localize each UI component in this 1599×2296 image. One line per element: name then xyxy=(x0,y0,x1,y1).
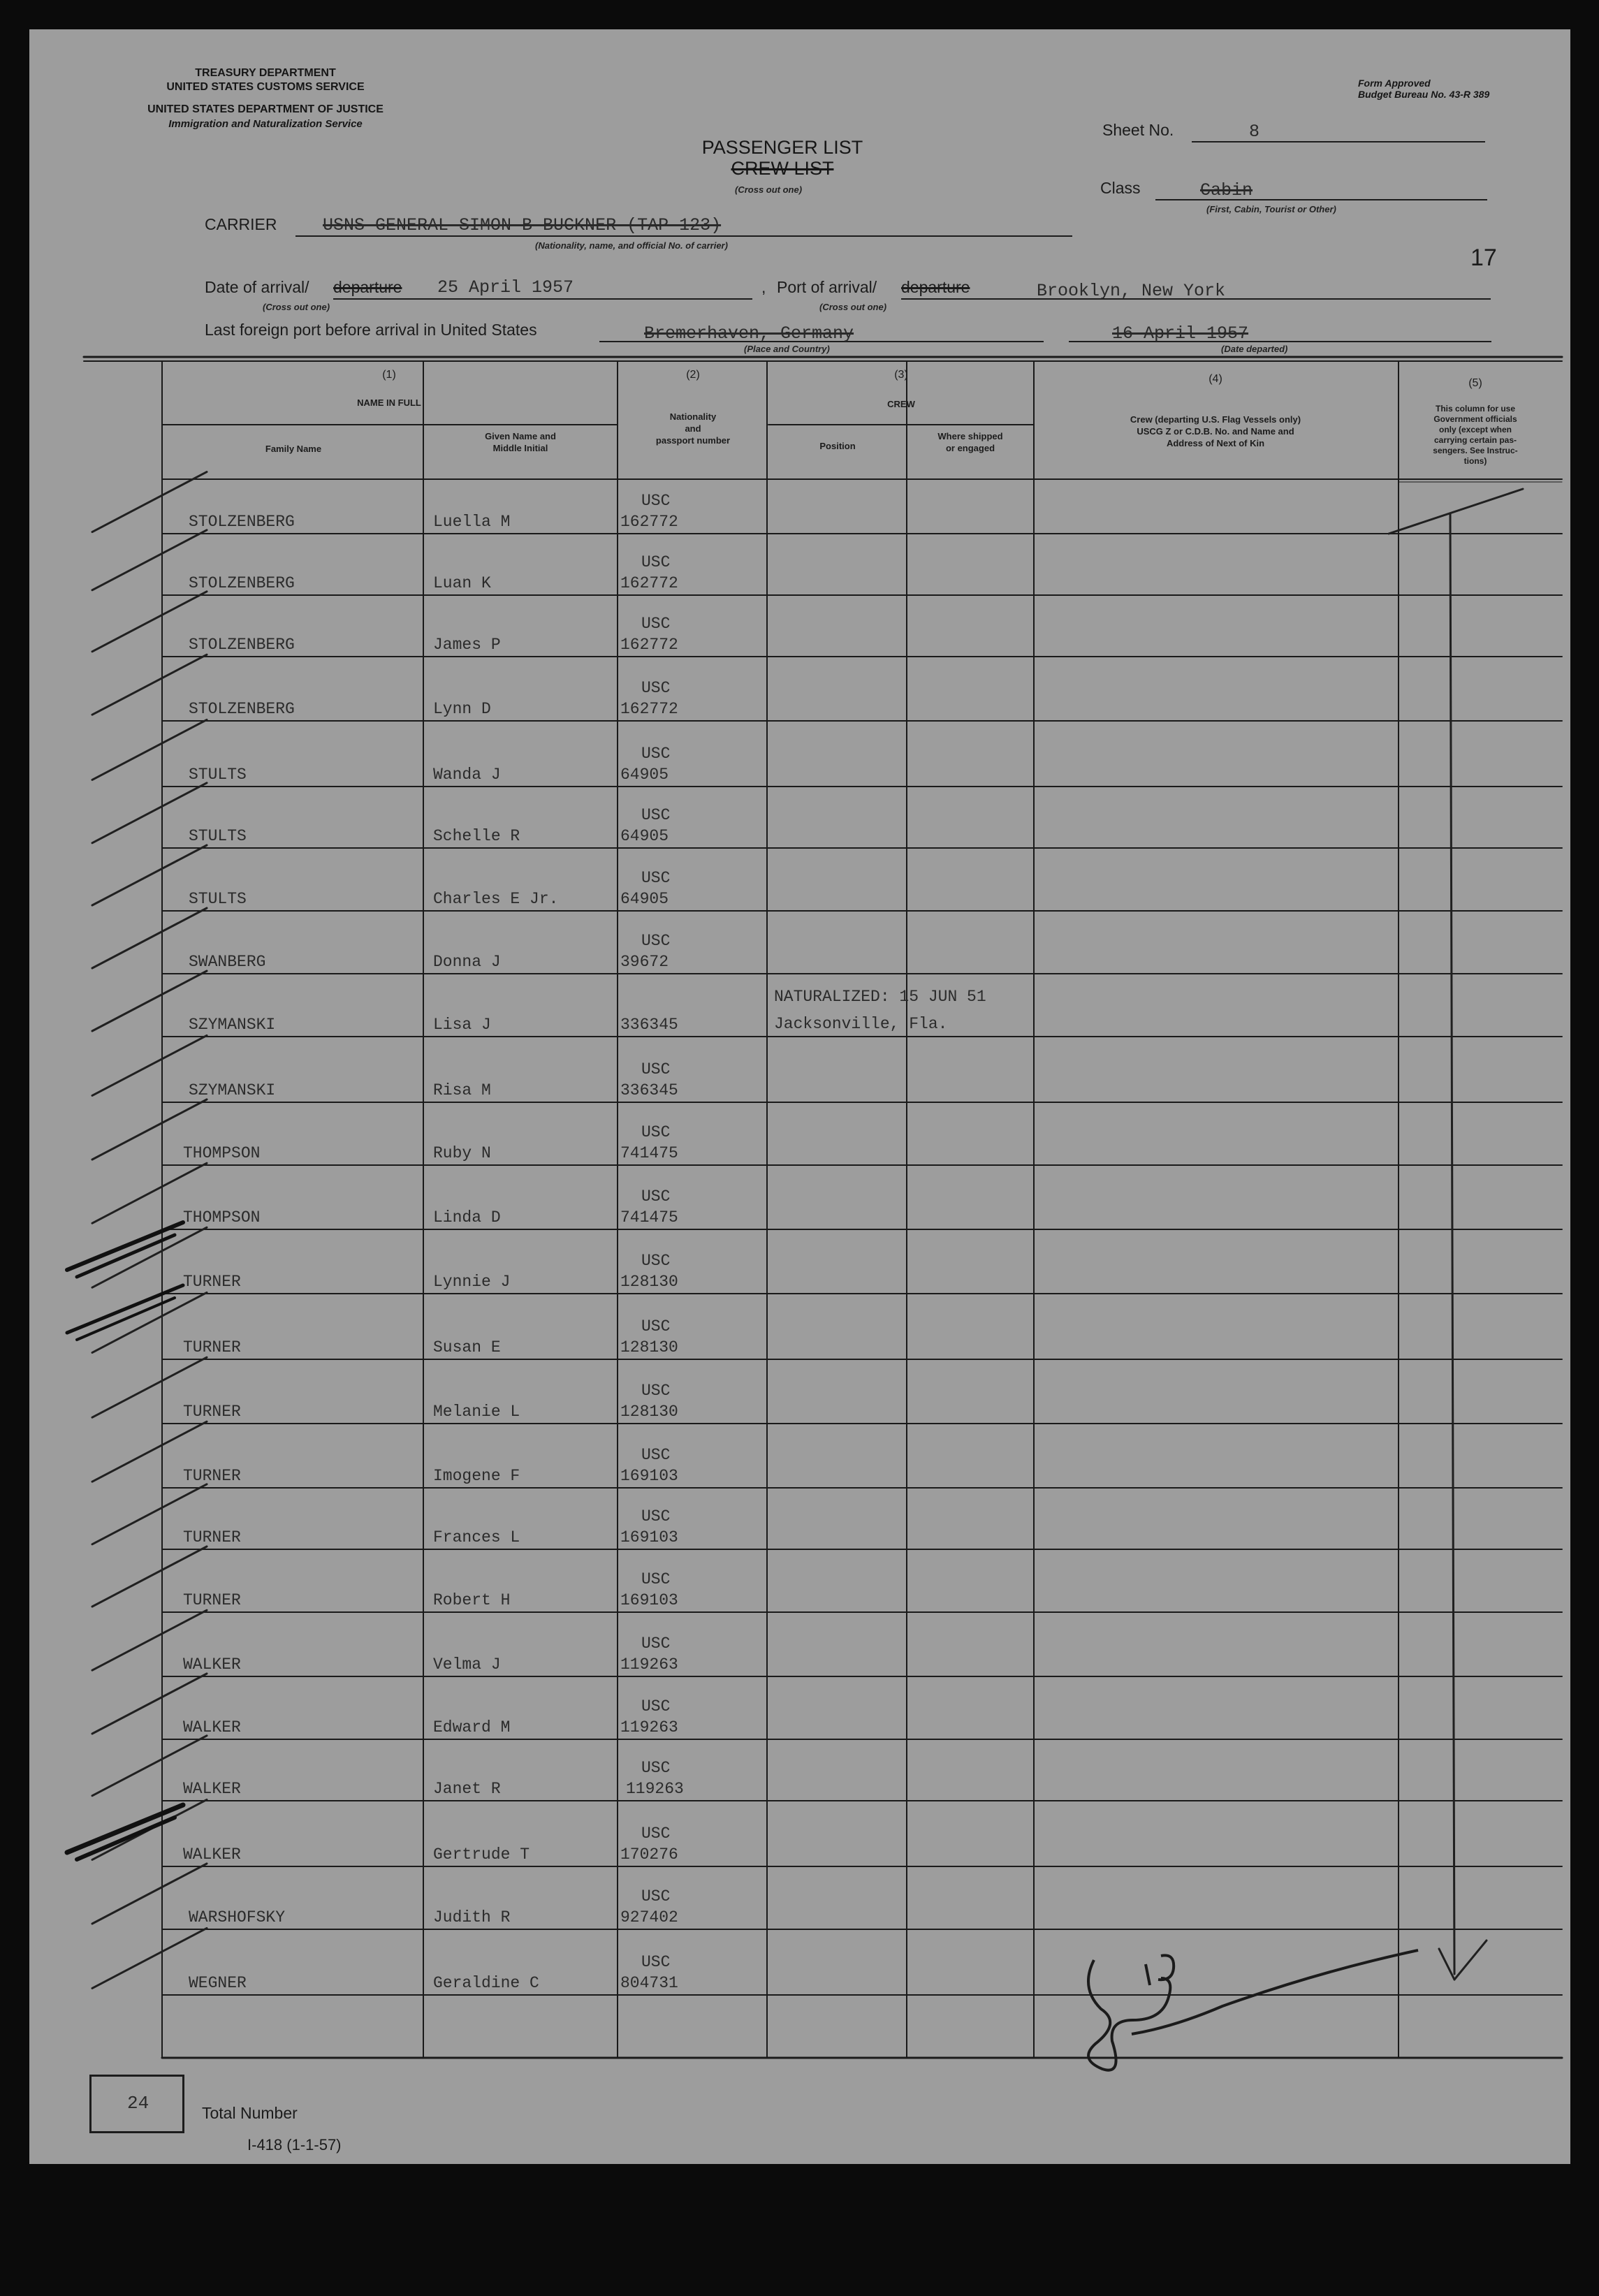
col-crew-note: Crew (departing U.S. Flag Vessels only) USCG Z or C.D.B. No. and Name and Address of Next of Kin xyxy=(1130,414,1301,448)
agency-line-1: TREASURY DEPARTMENT xyxy=(195,67,336,79)
check-mark-tick xyxy=(92,1736,207,1796)
check-mark-tick xyxy=(92,1292,207,1352)
nationality-cell: USC xyxy=(641,1382,671,1400)
check-mark-tick xyxy=(92,655,207,715)
naturalized-line-1: NATURALIZED: 15 JUN 51 xyxy=(774,988,986,1006)
nationality-cell: USC xyxy=(641,1887,671,1906)
form-approved-line-2: Budget Bureau No. 43-R 389 xyxy=(1358,89,1490,100)
form-id: I-418 (1-1-57) xyxy=(247,2136,342,2154)
family-name-cell: WALKER xyxy=(183,1718,241,1736)
given-name-cell: Ruby N xyxy=(433,1144,491,1162)
passport-number-cell: 119263 xyxy=(626,1780,684,1798)
nationality-cell: USC xyxy=(641,745,671,763)
arrival-struck: departure xyxy=(333,278,402,296)
last-port-value: Bremerhaven, Germany xyxy=(644,323,854,344)
passport-number-cell: 64905 xyxy=(620,827,669,845)
check-mark-tick xyxy=(92,1357,207,1417)
class-note: (First, Cabin, Tourist or Other) xyxy=(1206,204,1336,214)
col-1-number: (1) xyxy=(382,369,396,381)
carrier-note: (Nationality, name, and official No. of carrier) xyxy=(535,240,728,251)
check-mark-scribble xyxy=(77,1818,175,1859)
given-name-cell: Lisa J xyxy=(433,1016,491,1034)
given-name-cell: Wanda J xyxy=(433,766,501,784)
class-value: Cabin xyxy=(1200,180,1253,200)
total-value: 24 xyxy=(127,2093,149,2114)
col-1-title: NAME IN FULL xyxy=(357,397,421,408)
family-name-cell: WEGNER xyxy=(189,1974,247,1992)
col5-arrow-line xyxy=(1450,514,1454,1974)
nationality-cell: USC xyxy=(641,1825,671,1843)
passport-number-cell: 336345 xyxy=(620,1081,678,1099)
nationality-cell: USC xyxy=(641,1123,671,1141)
check-mark-tick xyxy=(92,592,207,652)
family-name-cell: STULTS xyxy=(189,766,247,784)
nationality-cell: USC xyxy=(641,1759,671,1777)
family-name-cell: SZYMANSKI xyxy=(189,1081,276,1099)
col-officials-note: This column for use Government officials only (except when carrying certain pas- sengers. See Instruc- tions) xyxy=(1433,404,1518,466)
col-given-name: Given Name and Middle Initial xyxy=(485,431,556,453)
check-mark-scribble xyxy=(77,1298,175,1340)
family-name-cell: TURNER xyxy=(183,1273,241,1291)
family-name-cell: TURNER xyxy=(183,1528,241,1546)
port-note: (Cross out one) xyxy=(819,302,887,312)
nationality-cell: USC xyxy=(641,615,671,633)
given-name-cell: Gertrude T xyxy=(433,1845,530,1864)
nationality-cell: USC xyxy=(641,1317,671,1336)
check-mark-tick xyxy=(92,1099,207,1160)
check-mark-tick xyxy=(92,1610,207,1670)
check-mark-tick xyxy=(92,1484,207,1544)
sheet-no-value: 8 xyxy=(1249,122,1260,142)
col-where-shipped: Where shipped or engaged xyxy=(937,431,1003,453)
passport-number-cell: 804731 xyxy=(620,1974,678,1992)
col5-tick xyxy=(1389,489,1523,534)
carrier-label: CARRIER xyxy=(205,215,277,233)
check-mark-tick xyxy=(92,1928,207,1988)
check-mark-tick xyxy=(92,1674,207,1734)
given-name-cell: Luan K xyxy=(433,574,491,592)
check-mark-tick xyxy=(92,719,207,780)
passport-number-cell: 64905 xyxy=(620,766,669,784)
family-name-cell: STULTS xyxy=(189,827,247,845)
passport-number-cell: 162772 xyxy=(620,574,678,592)
check-mark-tick xyxy=(92,472,207,532)
nationality-cell: USC xyxy=(641,1953,671,1971)
col-3-number: (3) xyxy=(894,369,908,381)
page-number: 17 xyxy=(1470,244,1497,271)
passport-number-cell: 169103 xyxy=(620,1467,678,1485)
title-note: (Cross out one) xyxy=(735,184,803,195)
form-approved-line-1: Form Approved xyxy=(1358,78,1431,89)
family-name-cell: WALKER xyxy=(183,1845,241,1864)
given-name-cell: James P xyxy=(433,636,501,654)
col-position: Position xyxy=(819,441,856,451)
col-2-number: (2) xyxy=(686,369,700,381)
col5-arrow-head xyxy=(1454,1940,1487,1980)
naturalized-line-2: Jacksonville, Fla. xyxy=(774,1015,948,1033)
sheet-no-label: Sheet No. xyxy=(1102,121,1174,139)
family-name-cell: THOMPSON xyxy=(183,1208,261,1227)
port-struck: departure xyxy=(901,278,970,296)
nationality-cell: USC xyxy=(641,553,671,571)
check-mark-tick xyxy=(92,1864,207,1924)
family-name-cell: STOLZENBERG xyxy=(189,700,295,718)
title-crew-list: CREW LIST xyxy=(731,158,834,179)
given-name-cell: Robert H xyxy=(433,1591,511,1609)
total-label: Total Number xyxy=(202,2104,298,2122)
given-name-cell: Schelle R xyxy=(433,827,520,845)
family-name-cell: WALKER xyxy=(183,1655,241,1674)
family-name-cell: SWANBERG xyxy=(189,953,266,971)
arrival-label: Date of arrival/ xyxy=(205,278,309,296)
passport-number-cell: 741475 xyxy=(620,1208,678,1227)
passport-number-cell: 128130 xyxy=(620,1273,678,1291)
title-passenger-list: PASSENGER LIST xyxy=(701,137,863,158)
given-name-cell: Velma J xyxy=(433,1655,501,1674)
class-label: Class xyxy=(1100,179,1141,197)
last-port-note: (Place and Country) xyxy=(744,344,830,354)
check-mark-tick xyxy=(92,783,207,843)
family-name-cell: TURNER xyxy=(183,1338,241,1357)
handwritten-signature xyxy=(1088,1950,1418,2070)
check-mark-scribble xyxy=(67,1805,183,1852)
given-name-cell: Lynnie J xyxy=(433,1273,511,1291)
passport-number-cell: 119263 xyxy=(620,1655,678,1674)
nationality-cell: USC xyxy=(641,932,671,950)
carrier-value: USNS GENERAL SIMON B BUCKNER (TAP-123) xyxy=(323,215,722,235)
passport-number-cell: 169103 xyxy=(620,1528,678,1546)
given-name-cell: Melanie L xyxy=(433,1403,520,1421)
col-nationality: Nationality and passport number xyxy=(655,411,731,446)
passport-number-cell: 119263 xyxy=(620,1718,678,1736)
given-name-cell: Frances L xyxy=(433,1528,520,1546)
family-name-cell: STOLZENBERG xyxy=(189,636,295,654)
arrival-date: 25 April 1957 xyxy=(437,277,574,298)
check-mark-tick xyxy=(92,530,207,590)
given-name-cell: Donna J xyxy=(433,953,501,971)
departed-note: (Date departed) xyxy=(1221,344,1288,354)
last-port-label: Last foreign port before arrival in United States xyxy=(205,321,537,339)
departed-value: 16 April 1957 xyxy=(1112,323,1249,344)
arrival-note: (Cross out one) xyxy=(263,302,330,312)
family-name-cell: WALKER xyxy=(183,1780,241,1798)
passport-number-cell: 741475 xyxy=(620,1144,678,1162)
passport-number-cell: 336345 xyxy=(620,1016,678,1034)
given-name-cell: Risa M xyxy=(433,1081,491,1099)
given-name-cell: Edward M xyxy=(433,1718,511,1736)
check-mark-tick xyxy=(92,971,207,1031)
col5-arrow-head xyxy=(1439,1949,1454,1980)
arrival-comma: , xyxy=(761,278,766,296)
check-mark-scribble xyxy=(67,1285,183,1333)
agency-line-2: UNITED STATES CUSTOMS SERVICE xyxy=(166,81,365,93)
agency-line-4: Immigration and Naturalization Service xyxy=(168,118,363,130)
family-name-cell: STOLZENBERG xyxy=(189,513,295,531)
passport-number-cell: 170276 xyxy=(620,1845,678,1864)
nationality-cell: USC xyxy=(641,1060,671,1078)
passport-number-cell: 128130 xyxy=(620,1403,678,1421)
nationality-cell: USC xyxy=(641,1635,671,1653)
check-mark-scribble xyxy=(67,1222,183,1270)
port-value: Brooklyn, New York xyxy=(1037,281,1226,301)
nationality-cell: USC xyxy=(641,869,671,887)
family-name-cell: THOMPSON xyxy=(183,1144,261,1162)
nationality-cell: USC xyxy=(641,1446,671,1464)
passport-number-cell: 39672 xyxy=(620,953,669,971)
given-name-cell: Luella M xyxy=(433,513,511,531)
passport-number-cell: 128130 xyxy=(620,1338,678,1357)
passport-number-cell: 162772 xyxy=(620,636,678,654)
nationality-cell: USC xyxy=(641,679,671,697)
col-5-number: (5) xyxy=(1468,377,1482,389)
passport-number-cell: 927402 xyxy=(620,1908,678,1926)
given-name-cell: Janet R xyxy=(433,1780,501,1798)
nationality-cell: USC xyxy=(641,1697,671,1716)
port-label: Port of arrival/ xyxy=(777,278,877,296)
family-name-cell: STULTS xyxy=(189,890,247,908)
family-name-cell: TURNER xyxy=(183,1467,241,1485)
family-name-cell: WARSHOFSKY xyxy=(189,1908,286,1926)
col-crew: CREW xyxy=(887,399,915,409)
given-name-cell: Linda D xyxy=(433,1208,501,1227)
nationality-cell: USC xyxy=(641,806,671,824)
family-name-cell: SZYMANSKI xyxy=(189,1016,276,1034)
family-name-cell: TURNER xyxy=(183,1591,241,1609)
nationality-cell: USC xyxy=(641,1507,671,1526)
nationality-cell: USC xyxy=(641,1570,671,1588)
passport-number-cell: 64905 xyxy=(620,890,669,908)
check-mark-tick xyxy=(92,1546,207,1607)
col-4-number: (4) xyxy=(1209,373,1222,385)
check-mark-tick xyxy=(92,1421,207,1482)
passport-number-cell: 162772 xyxy=(620,513,678,531)
given-name-cell: Susan E xyxy=(433,1338,501,1357)
check-mark-tick xyxy=(92,1035,207,1095)
check-mark-tick xyxy=(92,1163,207,1223)
nationality-cell: USC xyxy=(641,1187,671,1206)
given-name-cell: Geraldine C xyxy=(433,1974,539,1992)
family-name-cell: STOLZENBERG xyxy=(189,574,295,592)
given-name-cell: Imogene F xyxy=(433,1467,520,1485)
agency-line-3: UNITED STATES DEPARTMENT OF JUSTICE xyxy=(147,103,384,115)
col-family-name: Family Name xyxy=(265,444,322,454)
given-name-cell: Lynn D xyxy=(433,700,491,718)
check-mark-tick xyxy=(92,845,207,905)
passport-number-cell: 169103 xyxy=(620,1591,678,1609)
given-name-cell: Judith R xyxy=(433,1908,511,1926)
nationality-cell: USC xyxy=(641,1252,671,1270)
passport-number-cell: 162772 xyxy=(620,700,678,718)
nationality-cell: USC xyxy=(641,492,671,510)
given-name-cell: Charles E Jr. xyxy=(433,890,559,908)
check-mark-tick xyxy=(92,908,207,968)
family-name-cell: TURNER xyxy=(183,1403,241,1421)
